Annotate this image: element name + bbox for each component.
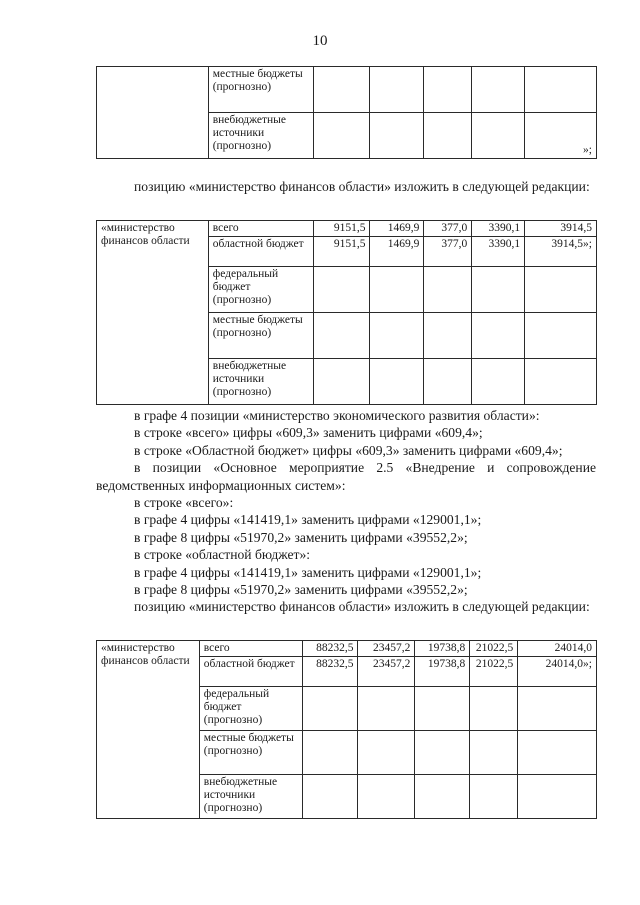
value-cell <box>472 267 525 313</box>
value-cell <box>518 775 597 819</box>
text-line: в графе 4 цифры «141419,1» заменить цифрами «129001,1»; <box>134 564 482 580</box>
table-row <box>97 221 597 237</box>
row-label: местные бюджеты (прогнозно) <box>208 313 313 359</box>
org-cell <box>97 113 209 159</box>
value-cell <box>313 113 370 159</box>
value-cell: »; <box>525 113 597 159</box>
org-cell: «министерство финансов области <box>97 641 200 819</box>
value-cell <box>370 359 424 405</box>
value-cell <box>525 67 597 113</box>
value-cell: 88232,5 <box>302 657 358 687</box>
value-cell <box>424 359 472 405</box>
value-cell <box>358 775 415 819</box>
text-line: ведомственных информационных систем»: <box>96 477 346 493</box>
text-line: в строке «Областной бюджет» цифры «609,3» заменить цифрами «609,4»; <box>134 442 563 458</box>
text-line: в строке «областной бюджет»: <box>134 547 311 563</box>
value-cell <box>470 731 518 775</box>
text-line: в строке «всего» цифры «609,3» заменить цифрами «609,4»; <box>134 425 483 441</box>
table-continuation <box>96 66 597 159</box>
value-cell: 3390,1 <box>472 221 525 237</box>
org-cell: «министерство финансов области <box>97 221 209 405</box>
value-cell: 3390,1 <box>472 237 525 267</box>
value-cell: 3914,5»; <box>525 237 597 267</box>
table-ministry-finance-2 <box>96 640 597 819</box>
table-row <box>97 67 597 113</box>
value-cell <box>370 67 424 113</box>
value-cell: 3914,5 <box>525 221 597 237</box>
text-line: позицию «министерство финансов области» изложить в следующей редакции: <box>134 179 590 194</box>
value-cell: 23457,2 <box>358 657 415 687</box>
table-row <box>97 641 597 657</box>
text-line: в графе 8 цифры «51970,2» заменить цифрами «39552,2»; <box>134 582 468 598</box>
row-label: внебюджетные источники (прогнозно) <box>208 359 313 405</box>
value-cell: 9151,5 <box>313 237 370 267</box>
paragraph-1 <box>96 178 596 195</box>
value-cell <box>415 687 470 731</box>
value-cell <box>424 267 472 313</box>
value-cell <box>518 687 597 731</box>
value-cell: 377,0 <box>424 237 472 267</box>
value-cell <box>525 313 597 359</box>
value-cell <box>302 687 358 731</box>
row-label: областной бюджет <box>208 237 313 267</box>
table-ministry-finance-1 <box>96 220 597 405</box>
row-label: местные бюджеты (прогнозно) <box>199 731 302 775</box>
row-label: внебюджетные источники (прогнозно) <box>199 775 302 819</box>
value-cell <box>472 113 525 159</box>
value-cell <box>370 267 424 313</box>
row-label: областной бюджет <box>199 657 302 687</box>
value-cell <box>525 267 597 313</box>
value-cell <box>313 267 370 313</box>
value-cell <box>525 359 597 405</box>
paragraph-amendments <box>96 407 596 616</box>
value-cell <box>470 687 518 731</box>
value-cell <box>313 67 370 113</box>
value-cell: 19738,8 <box>415 657 470 687</box>
row-label: всего <box>199 641 302 657</box>
value-cell <box>424 67 472 113</box>
value-cell <box>358 731 415 775</box>
text-line: в позиции «Основное мероприятие 2.5 «Внедрение и сопровождение <box>134 460 596 476</box>
row-label: федеральный бюджет (прогнозно) <box>199 687 302 731</box>
value-cell <box>415 775 470 819</box>
value-cell <box>358 687 415 731</box>
value-cell: 19738,8 <box>415 641 470 657</box>
text-line: в графе 4 позиции «министерство экономического развития области»: <box>134 408 540 423</box>
value-cell <box>415 731 470 775</box>
value-cell <box>518 731 597 775</box>
text-line: в графе 8 цифры «51970,2» заменить цифрами «39552,2»; <box>134 529 468 545</box>
row-label: федеральный бюджет (прогнозно) <box>208 267 313 313</box>
value-cell <box>370 113 424 159</box>
org-cell <box>97 67 209 113</box>
value-cell <box>370 313 424 359</box>
text-line: в графе 4 цифры «141419,1» заменить цифрами «129001,1»; <box>134 512 482 528</box>
row-label: внебюджетные источники (прогнозно) <box>208 113 313 159</box>
value-cell <box>424 313 472 359</box>
value-cell <box>424 113 472 159</box>
value-cell <box>472 67 525 113</box>
value-cell <box>302 731 358 775</box>
value-cell: 21022,5 <box>470 657 518 687</box>
row-label: всего <box>208 221 313 237</box>
value-cell <box>472 359 525 405</box>
page-number: 10 <box>312 33 328 49</box>
value-cell: 377,0 <box>424 221 472 237</box>
table-row <box>97 113 597 159</box>
value-cell: 21022,5 <box>470 641 518 657</box>
value-cell: 1469,9 <box>370 237 424 267</box>
value-cell <box>470 775 518 819</box>
value-cell: 24014,0»; <box>518 657 597 687</box>
value-cell: 1469,9 <box>370 221 424 237</box>
value-cell: 23457,2 <box>358 641 415 657</box>
value-cell <box>313 359 370 405</box>
value-cell <box>302 775 358 819</box>
text-line: позицию «министерство финансов области» изложить в следующей редакции: <box>134 599 590 615</box>
text-line: в строке «всего»: <box>134 495 234 511</box>
value-cell: 9151,5 <box>313 221 370 237</box>
value-cell <box>472 313 525 359</box>
value-cell <box>313 313 370 359</box>
row-label: местные бюджеты (прогнозно) <box>208 67 313 113</box>
value-cell: 88232,5 <box>302 641 358 657</box>
value-cell: 24014,0 <box>518 641 597 657</box>
